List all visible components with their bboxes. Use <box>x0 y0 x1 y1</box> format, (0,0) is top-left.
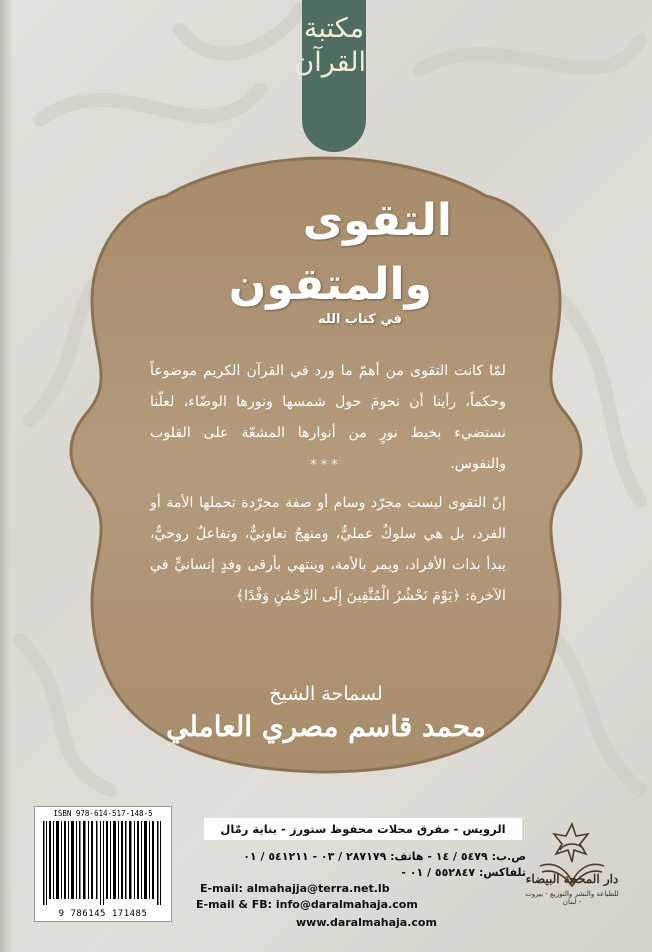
title-line-1: التقوى <box>302 195 452 246</box>
section-separator: *** <box>310 458 342 473</box>
publisher-email-fb: E-mail & FB: info@daralmahaja.com <box>196 898 418 911</box>
author-prefix: لسماحة الشيخ <box>269 683 383 705</box>
publisher-phone: ص.ب: ٥٤٧٩ / ١٤ - هاتف: ٢٨٧١٧٩ / ٠٣ - ٥٤١٢١١ / ٠١ <box>243 850 526 863</box>
title-line-2: والمتقون <box>228 259 432 310</box>
publisher-fax: تلفاكس: ٥٥٢٨٤٧ / ٠١ - <box>401 866 526 879</box>
barcode <box>34 806 172 922</box>
publisher-name: دار المحجة البيضاء <box>525 872 619 886</box>
author-name: محمد قاسم مصري العاملي <box>166 710 486 743</box>
title-subtitle: في كتاب الله <box>317 312 402 327</box>
publisher-tagline: للطباعة والنشر والتوزيع - بيروت - لبنان <box>525 890 619 906</box>
description-paragraph-2: إنّ التقوى ليست مجرّد وسام أو صفة مجرّدة تحملها الأمة أو الفرد، بل هي سلوكٌ عمليٌّ، ومنهجٌ تعاونيٌّ، وتفاعلٌ روحيٌّ، يبدأ بذات الأفراد، ويمر بالأمة، وينتهي بأرقى وفدٍ إنسانيٍّ في الآخرة: ﴿يَوْمَ نَحْشُرُ الْمُتَّقِينَ إِلَى الرَّحْمَٰنِ وَفْدًا﴾ <box>150 495 506 604</box>
publisher-address: الرويس - مفرق محلات محفوظ ستورز - بناية رمّال <box>204 818 522 840</box>
barcode-digits: 9 786145 171485 <box>58 909 148 919</box>
publisher-website: www.daralmahaja.com <box>296 916 437 929</box>
isbn-label: ISBN 978-614-517-148-5 <box>53 809 153 818</box>
publisher-email: E-mail: almahajja@terra.net.lb <box>200 882 390 895</box>
barcode-bars <box>39 821 167 905</box>
description-paragraph-1: لمّا كانت التقوى من أهمّ ما ورد في القرآن الكريم موضوعاً وحكماً، رأينا أن نحومَ حول شمسها ونورها الوضّاء، لعلّنا نستضيء بخيط نورٍ من أنوارها المشعّة على القلوب والنفوس. <box>150 363 506 472</box>
series-mark: مكتبة القرآن <box>294 13 366 78</box>
